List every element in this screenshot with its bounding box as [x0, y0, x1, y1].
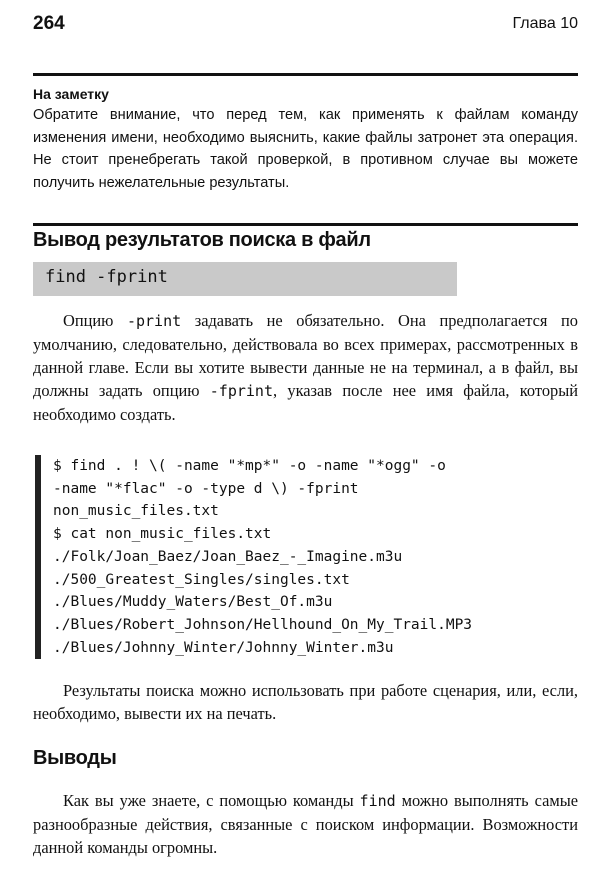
section-heading: Вывод результатов поиска в файл	[33, 229, 371, 251]
note-bottom-rule	[33, 223, 578, 226]
paragraph	[33, 789, 578, 859]
code-line: non_music_files.txt	[53, 503, 219, 520]
text-run: задавать не обязательно. Она предполагается по умолчанию, следовательно, действовала во всех примерах, рассмотренных в данной главе. Если вы хотите вывести данные не на терминал, а в файл, вы должны задать опцию	[33, 311, 578, 400]
code-line: $ cat non_music_files.txt	[53, 526, 272, 543]
inline-code: -print	[126, 312, 182, 330]
code-line: ./Blues/Muddy_Waters/Best_Of.m3u	[53, 594, 333, 611]
text-run: , указав после нее имя файла, который необходимо создать.	[33, 381, 578, 424]
syntax-box	[33, 262, 457, 296]
text-run: можно выполнять самые разнообразные действия, связанные с поиском информации. Возможности данной команды огромны.	[33, 791, 579, 857]
code-line: -name "*flac" -o -type d \) -fprint	[53, 480, 359, 497]
note-body: Обратите внимание, что перед тем, как применять к файлам команду изменения имени, необходимо выяснить, какие файлы затронет эта операция. Не стоит пренебрегать такой проверкой, в противном случае вы можете получить нежелательные результаты.	[33, 107, 578, 191]
note-title: На заметку	[33, 86, 109, 102]
section-heading: Выводы	[33, 747, 117, 769]
code-line: ./500_Greatest_Singles/singles.txt	[53, 571, 350, 588]
chapter-label: Глава 10	[512, 15, 578, 32]
syntax-text: find -fprint	[45, 267, 168, 287]
code-line: ./Blues/Robert_Johnson/Hellhound_On_My_Trail.MP3	[53, 616, 473, 633]
text-run: Как вы уже знаете, с помощью команды	[63, 791, 360, 810]
text-run: Опцию	[63, 311, 127, 330]
code-line: ./Blues/Johnny_Winter/Johnny_Winter.m3u	[53, 639, 394, 656]
code-line: $ find . ! \( -name "*mp*" -o -name "*ogg" -o	[53, 458, 446, 474]
code-line: ./Folk/Joan_Baez/Joan_Baez_-_Imagine.m3u	[53, 548, 403, 565]
paragraph	[33, 309, 578, 426]
code-block	[35, 455, 593, 659]
note-top-rule	[33, 73, 578, 76]
inline-code: -fprint	[209, 382, 273, 400]
page-number: 264	[33, 13, 65, 34]
inline-code: find	[359, 792, 396, 810]
paragraph: Результаты поиска можно использовать при работе сценария, или, если, необходимо, вывести их на печать.	[33, 681, 578, 723]
